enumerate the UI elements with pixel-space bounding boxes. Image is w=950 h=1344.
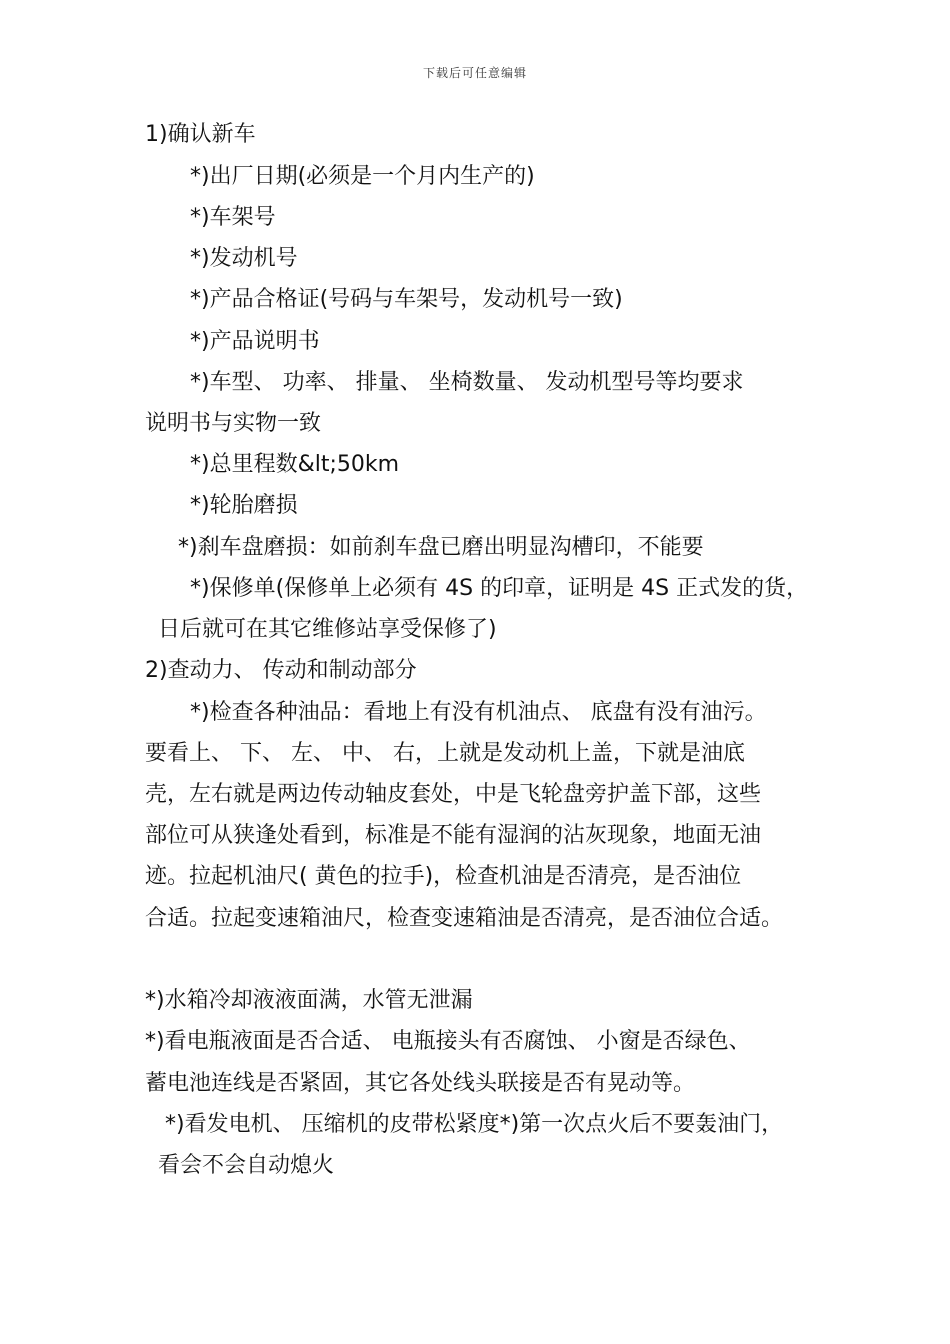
list-item: *)总里程数&lt;50km [190,452,400,477]
page-header-watermark: 下载后可任意编辑 [422,66,527,80]
list-item: *)产品说明书 [190,329,320,354]
list-item-continuation: 说明书与实物一致 [145,411,322,436]
paragraph-line: 部位可从狭逢处看到，标准是不能有湿润的沾灰现象，地面无油 [145,823,762,848]
list-item-continuation: 蓄电池连线是否紧固，其它各处线头联接是否有晃动等。 [145,1071,696,1096]
list-item: *)看电瓶液面是否合适、 电瓶接头有否腐蚀、 小窗是否绿色、 [145,1029,751,1054]
list-item: *)轮胎磨损 [190,493,298,518]
list-item: *)刹车盘磨损：如前刹车盘已磨出明显沟槽印，不能要 [178,535,704,560]
list-item: *)保修单(保修单上必须有 4S 的印章，证明是 4S 正式发的货， [190,576,809,601]
list-item: *)检查各种油品：看地上有没有机油点、 底盘有没有油污。 [190,700,767,725]
paragraph-line: 合适。拉起变速箱油尺，检查变速箱油是否清亮，是否油位合适。 [145,906,784,931]
list-item: *)出厂日期(必须是一个月内生产的) [190,164,535,189]
list-item-continuation: 日后就可在其它维修站享受保修了) [158,617,497,642]
section-heading: 2)查动力、 传动和制动部分 [145,658,417,683]
paragraph-line: 壳，左右就是两边传动轴皮套处，中是飞轮盘旁护盖下部，这些 [145,782,762,807]
list-item: *)发动机号 [190,246,298,271]
list-item: *)车型、 功率、 排量、 坐椅数量、 发动机型号等均要求 [190,370,744,395]
list-item: *)车架号 [190,205,276,230]
section-heading: 1)确认新车 [145,122,256,147]
list-item: *)水箱冷却液液面满，水管无泄漏 [145,988,473,1013]
list-item: *)看发电机、 压缩机的皮带松紧度*)第一次点火后不要轰油门， [165,1112,784,1137]
list-item: *)产品合格证(号码与车架号，发动机号一致) [190,287,623,312]
list-item-continuation: 看会不会自动熄火 [158,1153,335,1178]
paragraph-line: 要看上、 下、 左、 中、 右，上就是发动机上盖，下就是油底 [145,741,745,766]
paragraph-line: 迹。拉起机油尺( 黄色的拉手)，检查机油是否清亮，是否油位 [145,864,742,889]
